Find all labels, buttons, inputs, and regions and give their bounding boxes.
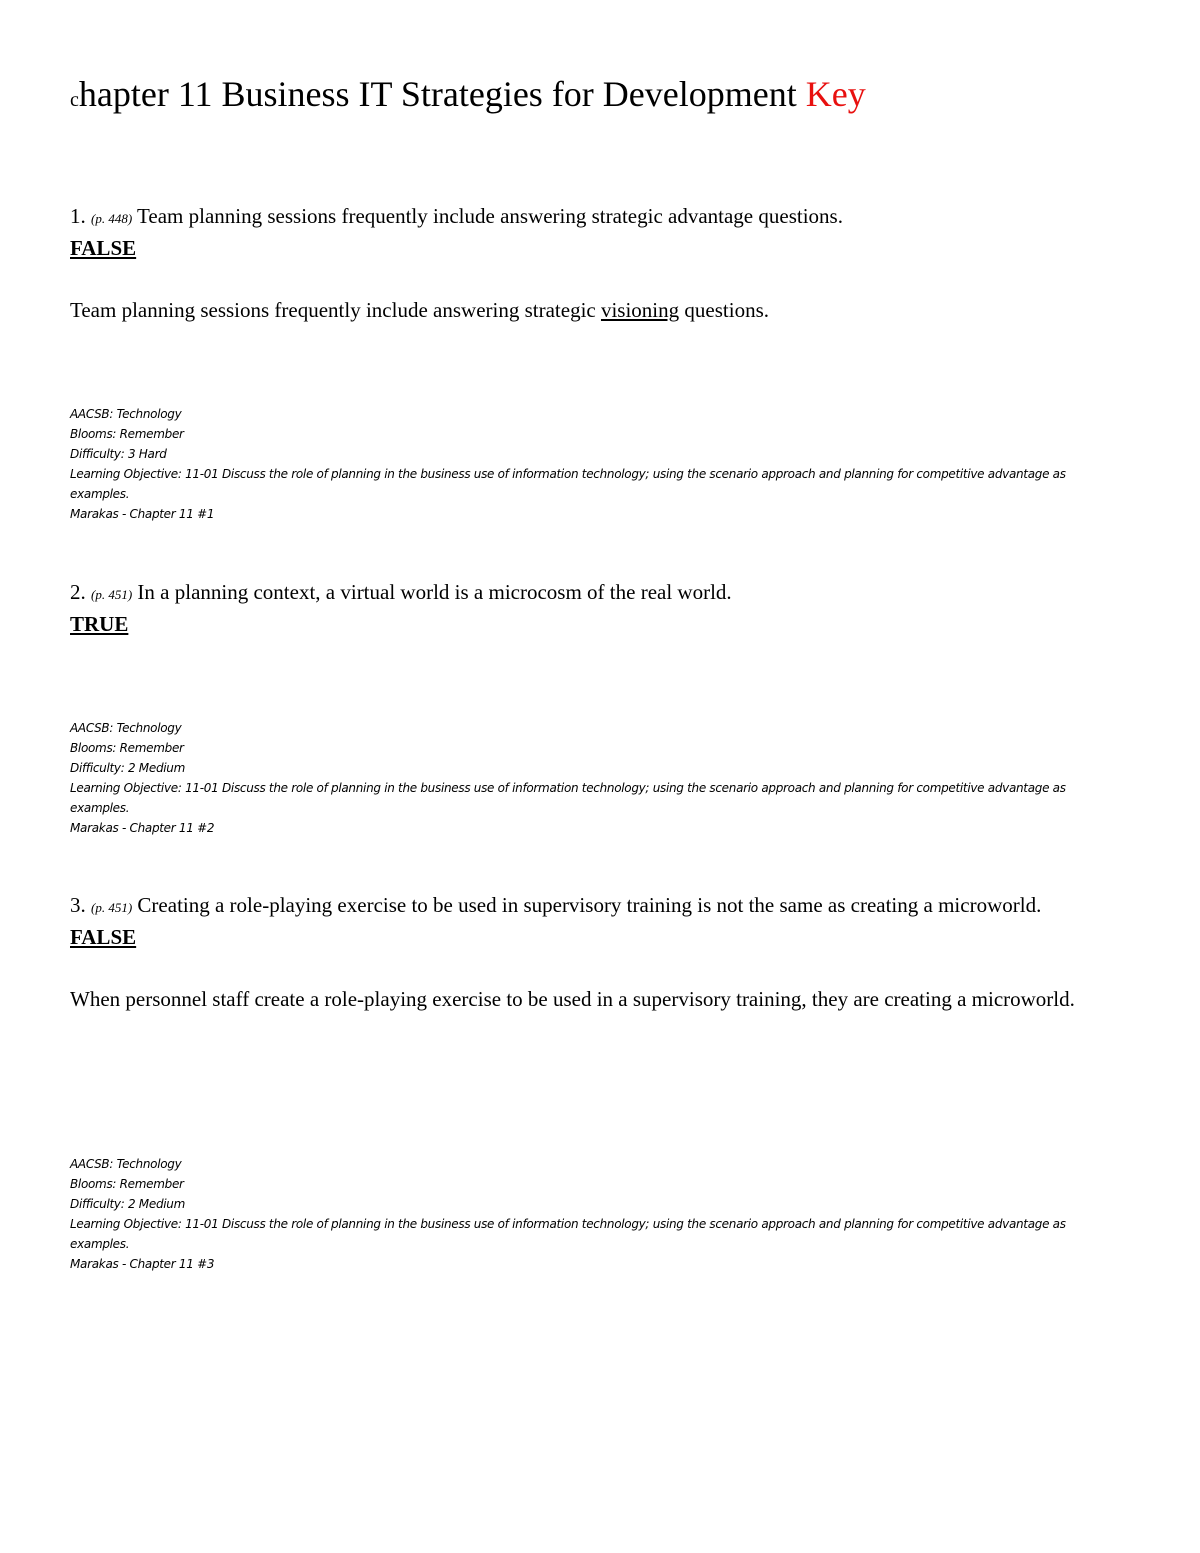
question-text: Creating a role-playing exercise to be used in supervisory training is not the same as creating a microworld. xyxy=(137,893,1042,917)
question-3-metadata xyxy=(70,1154,1100,1274)
page-reference: (p. 451) xyxy=(91,587,133,602)
question-3-prompt xyxy=(70,890,1080,923)
meta-blooms: Blooms: Remember xyxy=(70,1177,184,1191)
page-title xyxy=(70,72,866,116)
meta-source: Marakas - Chapter 11 #2 xyxy=(70,821,215,835)
meta-difficulty: Difficulty: 2 Medium xyxy=(70,761,185,775)
question-2-metadata xyxy=(70,718,1100,838)
meta-blooms: Blooms: Remember xyxy=(70,427,184,441)
question-number: 2. xyxy=(70,580,86,604)
question-number: 1. xyxy=(70,204,86,228)
meta-learning-objective: Learning Objective: 11-01 Discuss the role of planning in the business use of information technology; using the scenario approach and planning for competitive advantage as examples. xyxy=(70,781,1066,815)
explanation-text-after: questions. xyxy=(679,298,769,322)
question-2-prompt xyxy=(70,577,1080,610)
explanation-text-before: Team planning sessions frequently include answering strategic xyxy=(70,298,601,322)
question-3 xyxy=(70,890,1080,1015)
page-reference: (p. 451) xyxy=(91,900,133,915)
meta-source: Marakas - Chapter 11 #3 xyxy=(70,1257,215,1271)
question-1-metadata xyxy=(70,404,1100,524)
title-main-text: hapter 11 Business IT Strategies for Development xyxy=(78,74,806,114)
meta-difficulty: Difficulty: 3 Hard xyxy=(70,447,167,461)
answer-label: TRUE xyxy=(70,612,129,636)
question-2 xyxy=(70,577,1080,638)
meta-source: Marakas - Chapter 11 #1 xyxy=(70,507,215,521)
meta-blooms: Blooms: Remember xyxy=(70,741,184,755)
meta-difficulty: Difficulty: 2 Medium xyxy=(70,1197,185,1211)
question-text: In a planning context, a virtual world is a microcosm of the real world. xyxy=(137,580,732,604)
answer-label: FALSE xyxy=(70,925,137,949)
question-1-prompt xyxy=(70,201,1080,234)
page-reference: (p. 448) xyxy=(91,211,133,226)
title-key-text: Key xyxy=(805,74,866,114)
question-1 xyxy=(70,201,1080,326)
meta-aacsb: AACSB: Technology xyxy=(70,407,182,421)
answer-explanation xyxy=(70,295,1080,326)
answer-label: FALSE xyxy=(70,236,137,260)
meta-learning-objective: Learning Objective: 11-01 Discuss the role of planning in the business use of information technology; using the scenario approach and planning for competitive advantage as examples. xyxy=(70,1217,1066,1251)
question-text: Team planning sessions frequently include answering strategic advantage questions. xyxy=(137,204,843,228)
meta-learning-objective: Learning Objective: 11-01 Discuss the role of planning in the business use of information technology; using the scenario approach and planning for competitive advantage as examples. xyxy=(70,467,1066,501)
explanation-underlined-word: visioning xyxy=(600,298,680,322)
meta-aacsb: AACSB: Technology xyxy=(70,721,182,735)
question-number: 3. xyxy=(70,893,86,917)
title-first-letter: c xyxy=(70,89,79,111)
answer-explanation: When personnel staff create a role-playing exercise to be used in a supervisory training, they are creating a microworld. xyxy=(70,987,1075,1011)
meta-aacsb: AACSB: Technology xyxy=(70,1157,182,1171)
